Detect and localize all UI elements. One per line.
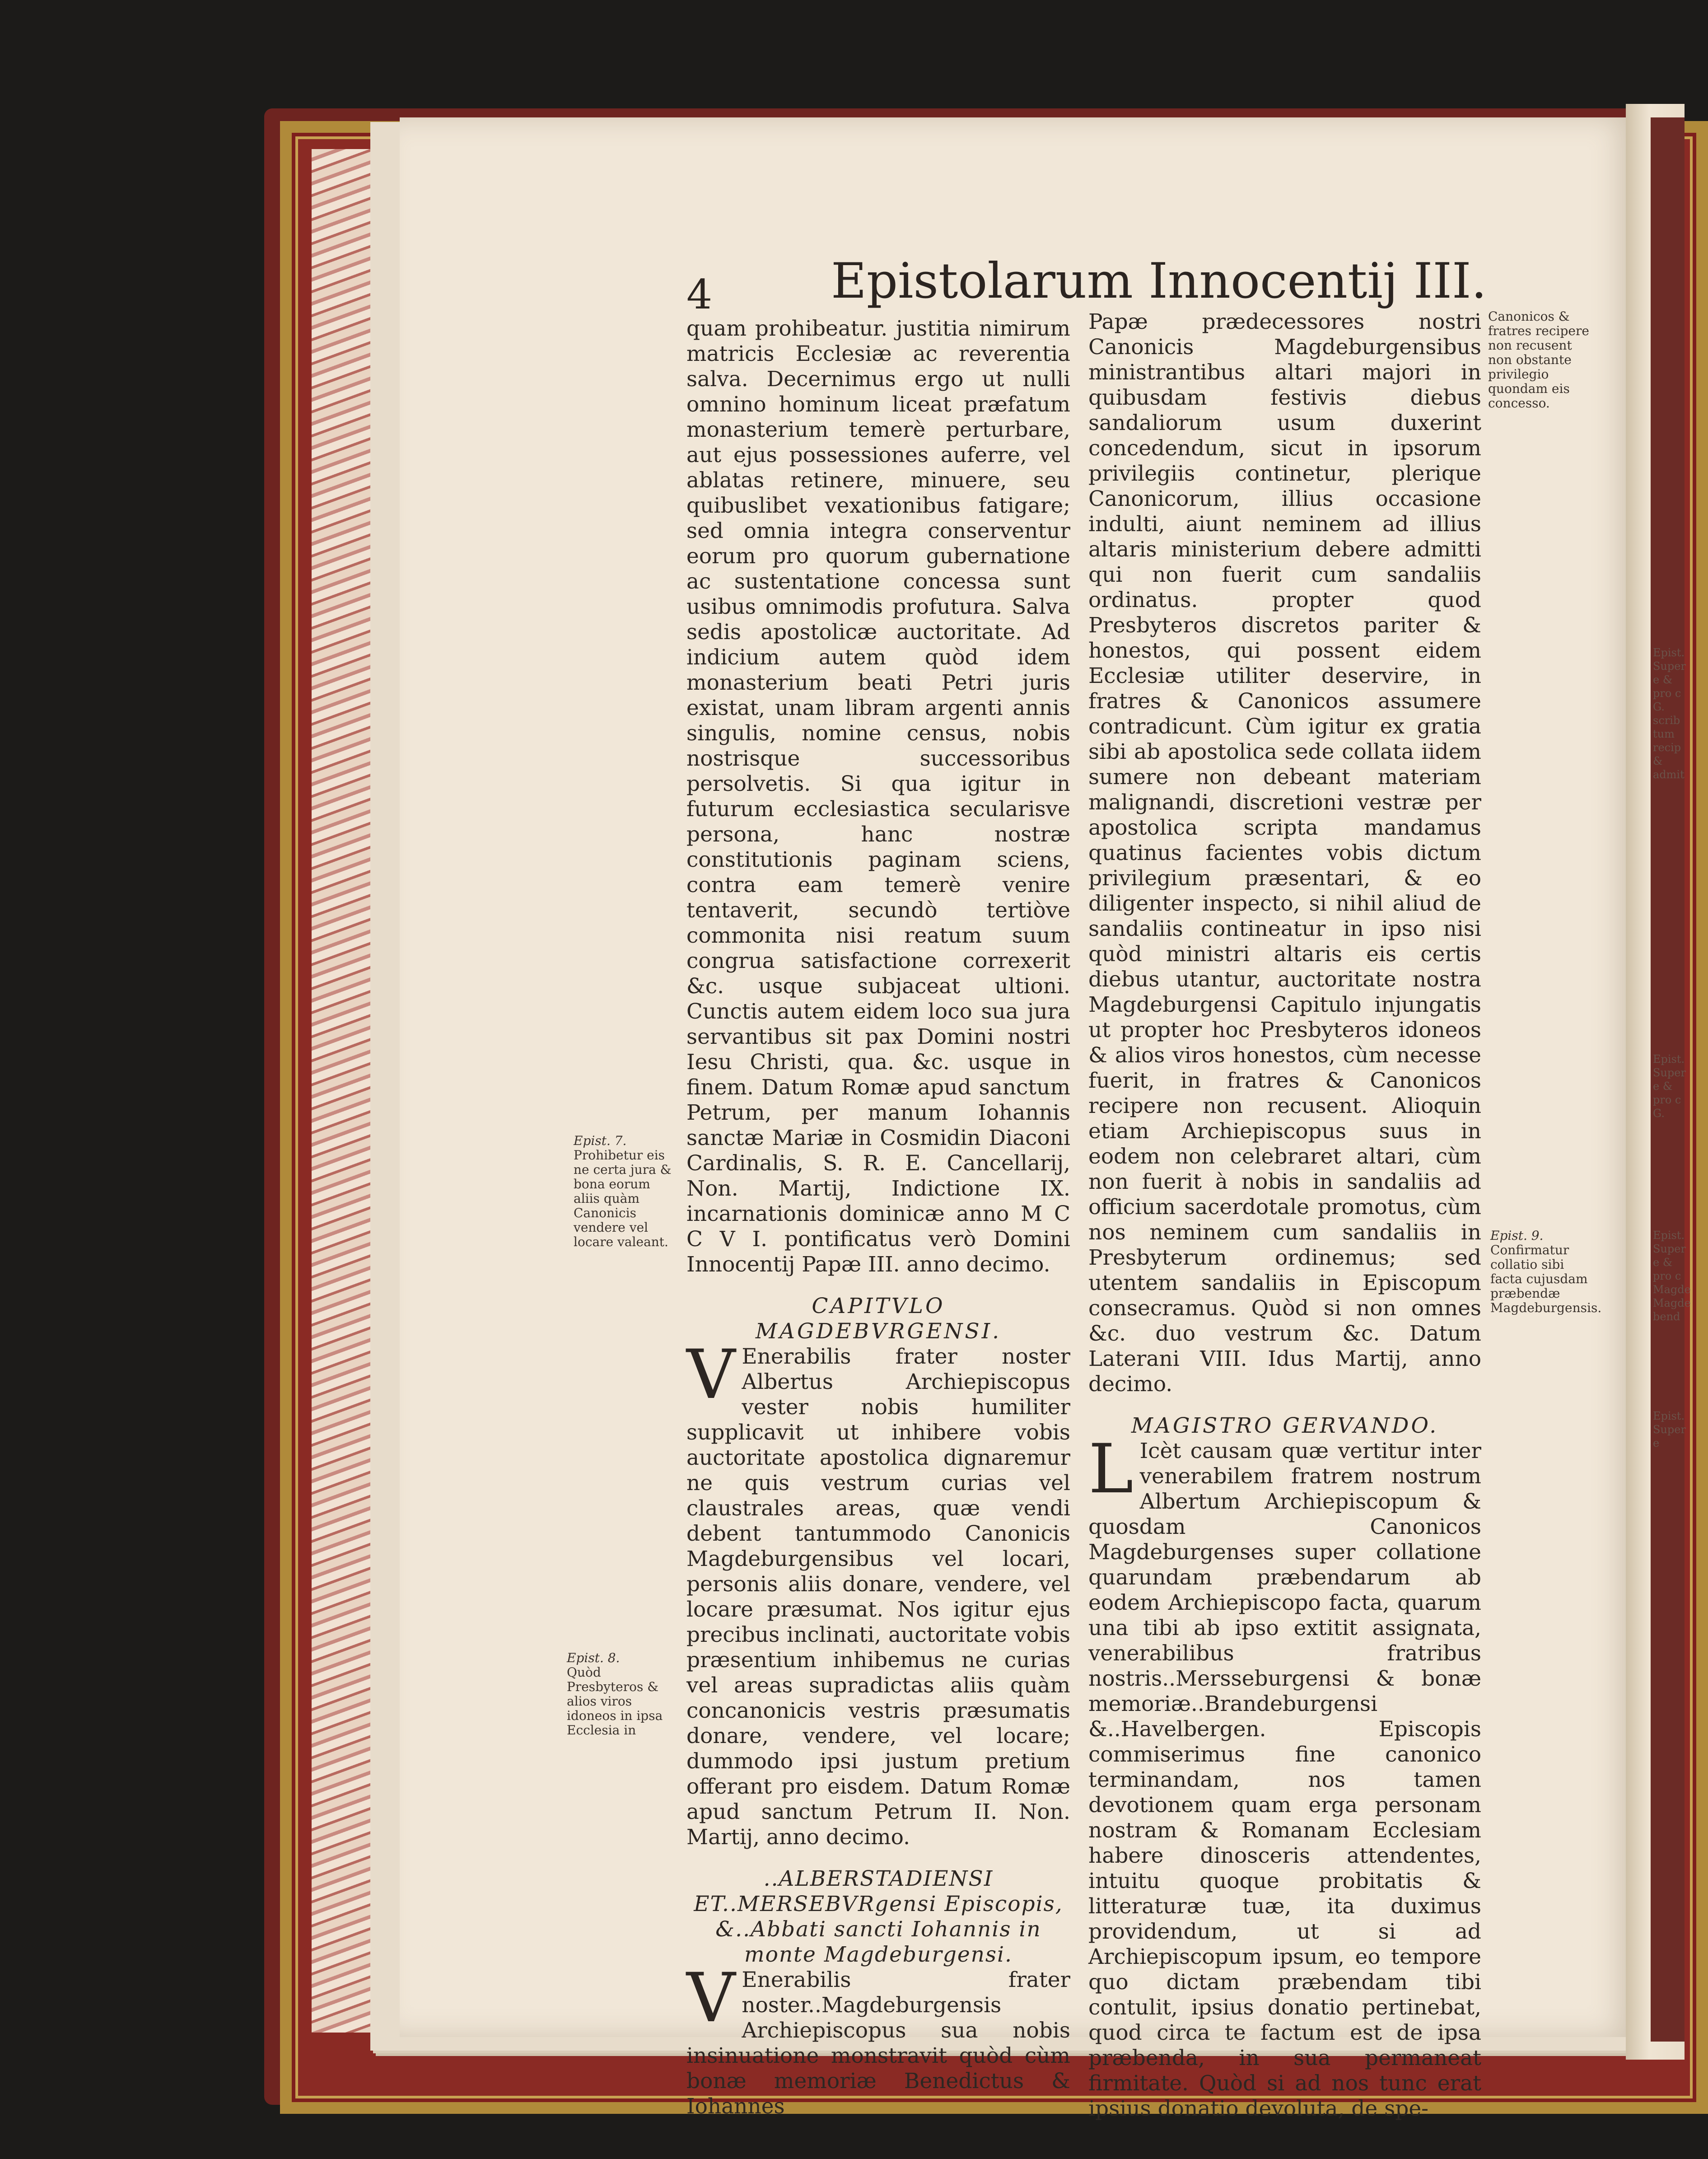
margin-note-text: Prohibetur eis ne certa jura & bona eorum aliis quàm Canonicis vendere vel locare valeant. — [574, 1148, 672, 1249]
drop-cap: V — [686, 1959, 736, 2037]
section-heading: ..ALBERSTADIENSI ET..MERSEBVRgensi Episcopis, &..Abbati sancti Iohannis in monte Magdeburgensi. — [694, 1866, 1063, 1967]
drop-cap: L — [1088, 1430, 1134, 1509]
facing-page-note: Epist. Super e & pro c G. — [1653, 1053, 1686, 1120]
facing-page-note: Epist. Super e & pro c Magde Magde bend — [1653, 1229, 1691, 1323]
text-column-left — [686, 316, 1070, 2119]
paragraph-text: Enerabilis frater noster Albertus Archiepiscopus vester nobis humiliter supplicavit ut inhibere vobis auctoritate apostolica dignaremur ne quis vestrum curias vel claustrales areas, quæ vendi debent tantummodo Canonicis Magdeburgensibus vel locari, personis aliis donare, vendere, vel locare præsumat. Nos igitur ejus precibus inclinati, auctoritate vobis præsentium inhibemus ne curias vel areas supradictas aliis quàm concanonicis vestris præsumatis donare, vendere, vel locare; dummodo ipsi justum pretium offerant pro eisdem. Datum Romæ apud sanctum Petrum II. Non. Martij, anno decimo. — [686, 1344, 1070, 1850]
page-header — [686, 253, 1487, 318]
paragraph — [686, 1959, 1070, 2119]
section-heading: CAPITVLO MAGDEBVRGENSI. — [755, 1294, 1002, 1344]
margin-note-epist-8 — [567, 1651, 675, 1738]
paragraph: Papæ prædecessores nostri Canonicis Magdeburgensibus ministrantibus altari majori in quibusdam festivis diebus sandaliorum usum duxerint concedendum, sicut in ipsorum privilegiis continetur, plerique Canonicorum, illius occasione indulti, aiunt neminem ad illius altaris ministerium debere admitti qui non fuerit cum sandaliis ordinatus. propter quod Presbyteros discretos pariter & honestos, qui possent eidem Ecclesiæ utiliter deservire, in fratres & Canonicos assumere contradicunt. Cùm igitur ex gratia sibi ab apostolica sede collata iidem sumere non debeant materiam malignandi, discretioni vestræ per apostolica scripta mandamus quatinus facientes vobis dictum privilegium præsentari, & eo diligenter inspecto, si nihil aliud de sandaliis contineatur in ipso nisi quòd ministri altaris eis certis diebus utantur, auctoritate nostra Magdeburgensi Capitulo injungatis ut propter hoc Presbyteros idoneos & alios viros honestos, cùm necesse fuerit, in fratres & Canonicos recipere non recusent. Alioquin etiam Archiepiscopus suus in eodem non celebraret altari, cùm non fuerit à nobis in sandaliis ad officium sacerdotale promotus, cùm nos neminem cum sandaliis in Presbyterum ordinemus; sed utentem sandaliis in Episcopum consecramus. Quòd si non omnes &c. duo vestrum &c. Datum Laterani VIII. Idus Martij, anno decimo. — [1088, 309, 1481, 1397]
paragraph-text: Enerabilis frater noster..Magdeburgensis Archiepiscopus sua nobis insinuatione monstravit quòd cùm bonæ memoriæ Benedictus & Iohannes — [686, 1967, 1070, 2119]
drop-cap: V — [686, 1336, 736, 1414]
page-number: 4 — [686, 271, 713, 318]
margin-note-head: Epist. 8. — [567, 1650, 620, 1665]
paragraph: quam prohibeatur. justitia nimirum matricis Ecclesiæ ac reverentia salva. Decernimus ergo ut nulli omnino hominum liceat præfatum monasterium temerè perturbare, aut ejus possessiones auferre, vel ablatas retinere, minuere, seu quibuslibet vexationibus fatigare; sed omnia integra conserventur eorum pro quorum gubernatione ac sustentatione concessa sunt usibus omnimodis profutura. Salva sedis apostolicæ auctoritate. Ad indicium autem quòd idem monasterium beati Petri juris existat, unam libram argenti annis singulis, nomine census, nobis nostrisque successoribus persolvetis. Si qua igitur in futurum ecclesiastica secularisve persona, hanc nostræ constitutionis paginam sciens, contra eam temerè venire tentaverit, secundò tertiòve commonita nisi reatum suum congrua satisfactione correxerit &c. usque subjaceat ultioni. Cunctis autem eidem loco sua jura servantibus sit pax Domini nostri Iesu Christi, qua. &c. usque in finem. Datum Romæ apud sanctum Petrum, per manum Iohannis sanctæ Mariæ in Cosmidin Diaconi Cardinalis, S. R. E. Cancellarij, Non. Martij, Indictione IX. incarnationis dominicæ anno M C C V I. pontificatus verò Domini Innocentij Papæ III. anno decimo. — [686, 316, 1070, 1277]
margin-note-epist-7 — [574, 1134, 677, 1249]
margin-note-epist-9 — [1490, 1228, 1602, 1315]
running-title: Epistolarum Innocentij III. — [831, 253, 1487, 309]
paragraph — [1088, 1430, 1481, 2122]
paragraph — [686, 1336, 1070, 1850]
margin-note-canonicos — [1488, 309, 1592, 411]
text-column-right — [1088, 309, 1481, 2122]
facing-page-note: Epist. Super e — [1653, 1410, 1686, 1449]
margin-note-text: Confirmatur collatio sibi facta cujusdam præbendæ Magdeburgensis. — [1490, 1243, 1602, 1315]
margin-note-head: Epist. 9. — [1490, 1228, 1544, 1243]
margin-note-text: Canonicos & fratres recipere non recusent non obstante privilegio quondam eis concesso. — [1488, 309, 1589, 411]
section-heading: MAGISTRO GERVANDO. — [1131, 1413, 1439, 1438]
margin-note-head: Epist. 7. — [574, 1133, 627, 1148]
margin-note-text: Quòd Presbyteros & alios viros idoneos in ipsa Ecclesia in — [567, 1665, 663, 1738]
paragraph-text: Icèt causam quæ vertitur inter venerabilem fratrem nostrum Albertum Archiepiscopum & quosdam Canonicos Magdeburgenses super collatione quarundam præbendarum ab eodem Archiepiscopo facta, quarum una tibi ab ipso extitit assignata, venerabilibus fratribus nostris..Mersseburgensi & bonæ memoriæ..Brandeburgensi &..Havelbergen. Episcopis commiserimus fine canonico terminandam, nos tamen devotionem quam erga personam nostram & Romanam Ecclesiam habere dinosceris attendentes, intuitu quoque probitatis & litteraturæ tuæ, ita duximus providendum, ut si ad Archiepiscopum ipsum, eo tempore quo dictam præbendam tibi contulit, ipsius donatio pertinebat, quod circa te factum est de ipsa præbenda, in sua permaneat firmitate. Quòd si ad nos tunc erat ipsius donatio devoluta, de spe- — [1088, 1439, 1481, 2121]
facing-page-note: Epist. Super e & pro c G. scrib tum recip & admit — [1653, 646, 1686, 781]
